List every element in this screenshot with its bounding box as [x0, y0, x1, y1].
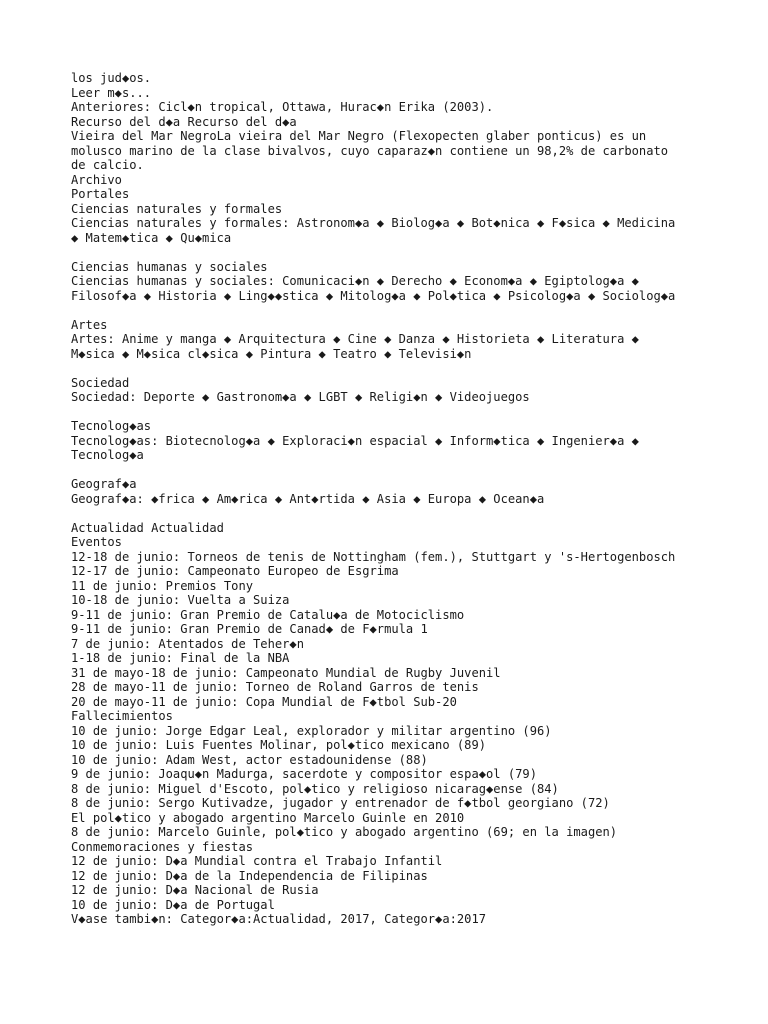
text-line: 20 de mayo-11 de junio: Copa Mundial de F◆tbol Sub-20 — [71, 694, 457, 709]
text-line: Filosof◆a ◆ Historia ◆ Ling◆◆stica ◆ Mitolog◆a ◆ Pol◆tica ◆ Psicolog◆a ◆ Sociolog◆a — [71, 288, 676, 303]
text-line: Tecnolog◆a — [71, 448, 144, 462]
text-line: Artes: Anime y manga ◆ Arquitectura ◆ Cine ◆ Danza ◆ Historieta ◆ Literatura ◆ — [71, 332, 639, 346]
text-line: El pol◆tico y abogado argentino Marcelo Guinle en 2010 — [71, 810, 465, 825]
text-line: molusco marino de la clase bivalvos, cuyo caparaz◆n contiene un 98,2% de carbonato — [71, 143, 669, 158]
blank-line — [71, 463, 761, 478]
text-line: 10-18 de junio: Vuelta a Suiza — [71, 593, 290, 607]
text-line: M◆sica ◆ M◆sica cl◆sica ◆ Pintura ◆ Teatro ◆ Televisi◆n — [71, 346, 472, 361]
blank-line — [71, 361, 761, 376]
text-line: 28 de mayo-11 de junio: Torneo de Roland Garros de tenis — [71, 680, 479, 694]
text-line: Ciencias naturales y formales: Astronom◆a ◆ Biolog◆a ◆ Bot◆nica ◆ F◆sica ◆ Medicina — [71, 216, 676, 230]
text-line: 12-18 de junio: Torneos de tenis de Nottingham (fem.), Stuttgart y 's-Hertogenbosch — [71, 549, 676, 564]
text-line: Tecnolog◆as: Biotecnolog◆a ◆ Exploraci◆n espacial ◆ Inform◆tica ◆ Ingenier◆a ◆ — [71, 433, 639, 448]
text-line: V◆ase tambi◆n: Categor◆a:Actualidad, 2017, Categor◆a:2017 — [71, 912, 487, 926]
blank-line — [71, 506, 761, 521]
text-line: los jud◆os. — [71, 71, 152, 85]
text-line: Tecnolog◆as — [71, 419, 152, 433]
text-line: 9-11 de junio: Gran Premio de Catalu◆a de Motociclismo — [71, 607, 465, 622]
text-line: Sociedad: Deporte ◆ Gastronom◆a ◆ LGBT ◆ Religi◆n ◆ Videojuegos — [71, 390, 530, 404]
text-line: ◆ Matem◆tica ◆ Qu◆mica — [71, 230, 232, 245]
text-line: 1-18 de junio: Final de la NBA — [71, 651, 290, 665]
text-line: Conmemoraciones y fiestas — [71, 839, 254, 854]
document-text — [71, 71, 761, 927]
text-line: 10 de junio: Adam West, actor estadounidense (88) — [71, 752, 428, 767]
text-line: de calcio. — [71, 158, 144, 172]
text-line: 12 de junio: D◆a Nacional de Rusia — [71, 883, 319, 897]
text-line: Vieira del Mar NegroLa vieira del Mar Negro (Flexopecten glaber ponticus) es un — [71, 129, 647, 143]
text-line: 8 de junio: Marcelo Guinle, pol◆tico y abogado argentino (69; en la imagen) — [71, 825, 618, 839]
text-line: 9 de junio: Joaqu◆n Madurga, sacerdote y compositor espa◆ol (79) — [71, 767, 537, 781]
blank-line — [71, 303, 761, 318]
text-line: Ciencias humanas y sociales — [71, 259, 268, 274]
text-line: 12-17 de junio: Campeonato Europeo de Esgrima — [71, 564, 399, 578]
text-line: 7 de junio: Atentados de Teher◆n — [71, 636, 304, 651]
blank-line — [71, 245, 761, 260]
text-line: Portales — [71, 187, 130, 201]
text-line: Fallecimientos — [71, 709, 173, 723]
text-line: Eventos — [71, 535, 122, 549]
text-line: Leer m◆s... — [71, 85, 152, 100]
text-line: Recurso del d◆a Recurso del d◆a — [71, 114, 297, 129]
text-line: Archivo — [71, 172, 122, 187]
text-line: 10 de junio: D◆a de Portugal — [71, 897, 275, 912]
text-line: 31 de mayo-18 de junio: Campeonato Mundial de Rugby Juvenil — [71, 665, 501, 680]
text-line: Artes — [71, 317, 108, 332]
text-line: 10 de junio: Luis Fuentes Molinar, pol◆tico mexicano (89) — [71, 738, 487, 752]
text-line: Sociedad — [71, 375, 130, 390]
text-line: Geograf◆a: ◆frica ◆ Am◆rica ◆ Ant◆rtida ◆ Asia ◆ Europa ◆ Ocean◆a — [71, 491, 545, 506]
text-line: Ciencias naturales y formales — [71, 201, 283, 216]
text-line: Actualidad Actualidad — [71, 520, 224, 535]
blank-line — [71, 405, 761, 420]
text-line: 12 de junio: D◆a Mundial contra el Trabajo Infantil — [71, 854, 443, 868]
text-line: 9-11 de junio: Gran Premio de Canad◆ de F◆rmula 1 — [71, 622, 428, 636]
text-line: 12 de junio: D◆a de la Independencia de Filipinas — [71, 868, 428, 883]
text-line: 8 de junio: Miguel d'Escoto, pol◆tico y religioso nicarag◆ense (84) — [71, 781, 559, 796]
text-line: Geograf◆a — [71, 477, 137, 491]
text-line: Anteriores: Cicl◆n tropical, Ottawa, Hurac◆n Erika (2003). — [71, 100, 494, 114]
text-line: 8 de junio: Sergo Kutivadze, jugador y entrenador de f◆tbol georgiano (72) — [71, 796, 610, 810]
text-line: 11 de junio: Premios Tony — [71, 578, 254, 593]
text-line: 10 de junio: Jorge Edgar Leal, explorador y militar argentino (96) — [71, 723, 552, 738]
text-line: Ciencias humanas y sociales: Comunicaci◆n ◆ Derecho ◆ Econom◆a ◆ Egiptolog◆a ◆ — [71, 274, 639, 288]
